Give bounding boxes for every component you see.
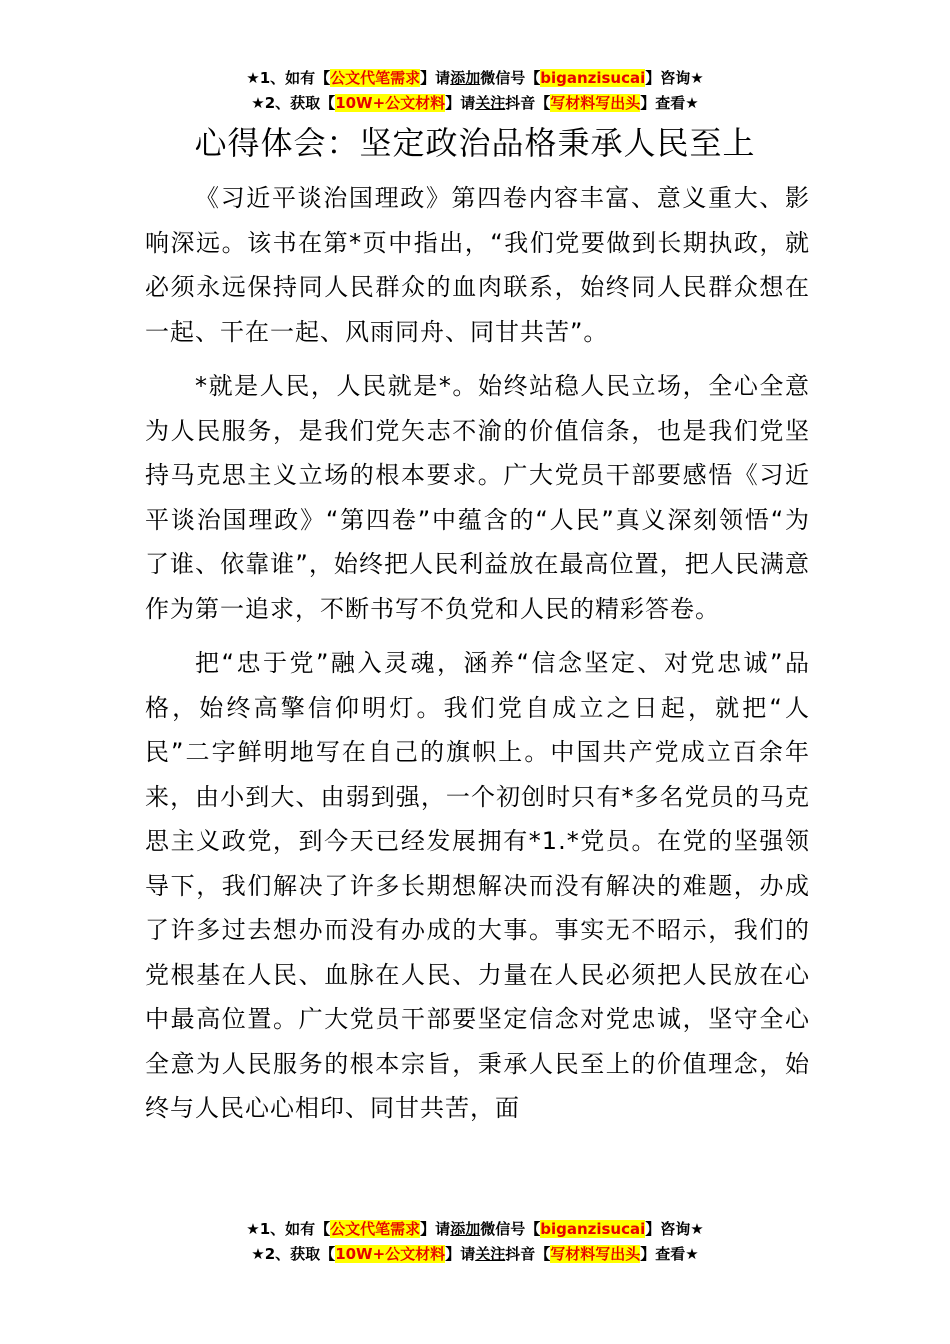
promo-text: 】请: [420, 69, 451, 87]
promo-text: 】请: [445, 1245, 476, 1263]
paragraph-1: 《习近平谈治国理政》第四卷内容丰富、意义重大、影响深远。该书在第*页中指出，“我们党要做到长期执政，就必须永远保持同人民群众的血肉联系，始终同人民群众想在一起、干在一起、风雨同舟、同甘共苦”。: [145, 184, 810, 346]
promo-text: 微信号【: [480, 69, 541, 87]
promo-text: 】查看★: [640, 1245, 699, 1263]
top-promo-banner: [0, 66, 950, 116]
promo-text: ★1、如有【: [246, 1220, 331, 1238]
promo-text: 微信号【: [480, 1220, 541, 1238]
promo-text: ★1、如有【: [246, 69, 331, 87]
promo-highlight: 10W+公文材料: [335, 94, 446, 112]
promo-text: 关注: [475, 94, 506, 112]
promo-highlight: biganzisucai: [540, 69, 646, 87]
promo-text: 】咨询★: [645, 69, 704, 87]
document-body: [145, 176, 810, 1131]
promo-text: 添加: [450, 69, 481, 87]
promo-text: 抖音【: [505, 1245, 551, 1263]
promo-text: 】咨询★: [645, 1220, 704, 1238]
promo-text: ★2、获取【: [251, 1245, 336, 1263]
promo-highlight: 公文代笔需求: [330, 1220, 421, 1238]
promo-line-1: [0, 1217, 950, 1242]
promo-line-2: [0, 1242, 950, 1267]
document-title: 心得体会：坚定政治品格秉承人民至上: [194, 124, 756, 162]
promo-text: 】请: [420, 1220, 451, 1238]
promo-text: 抖音【: [505, 94, 551, 112]
paragraph-3: 把“忠于党”融入灵魂，涵养“信念坚定、对党忠诚”品格，始终高擎信仰明灯。我们党自成立之日起，就把“人民”二字鲜明地写在自己的旗帜上。中国共产党成立百余年来，由小到大、由弱到强，一个初创时只有*多名党员的马克思主义政党，到今天已经发展拥有*1.*党员。在党的坚强领导下，我们解决了许多长期想解决而没有解决的难题，办成了许多过去想办而没有办成的大事。事实无不昭示，我们的党根基在人民、血脉在人民、力量在人民必须把人民放在心中最高位置。广大党员干部要坚定信念对党忠诚，坚守全心全意为人民服务的根本宗旨，秉承人民至上的价值理念，始终与人民心心相印、同甘共苦，面: [145, 649, 810, 1122]
promo-highlight: 公文代笔需求: [330, 69, 421, 87]
promo-line-2: [0, 91, 950, 116]
promo-highlight: 10W+公文材料: [335, 1245, 446, 1263]
bottom-promo-banner: [0, 1217, 950, 1267]
promo-text: ★2、获取【: [251, 94, 336, 112]
promo-text: 】请: [445, 94, 476, 112]
promo-line-1: [0, 66, 950, 91]
promo-highlight: 写材料写出头: [550, 1245, 641, 1263]
promo-text: 】查看★: [640, 94, 699, 112]
promo-text: 添加: [450, 1220, 481, 1238]
promo-highlight: 写材料写出头: [550, 94, 641, 112]
paragraph-2: *就是人民，人民就是*。始终站稳人民立场，全心全意为人民服务，是我们党矢志不渝的价值信条，也是我们党坚持马克思主义立场的根本要求。广大党员干部要感悟《习近平谈治国理政》“第四卷”中蕴含的“人民”真义深刻领悟“为了谁、依靠谁”，始终把人民利益放在最高位置，把人民满意作为第一追求，不断书写不负党和人民的精彩答卷。: [145, 372, 810, 623]
promo-highlight: biganzisucai: [540, 1220, 646, 1238]
promo-text: 关注: [475, 1245, 506, 1263]
